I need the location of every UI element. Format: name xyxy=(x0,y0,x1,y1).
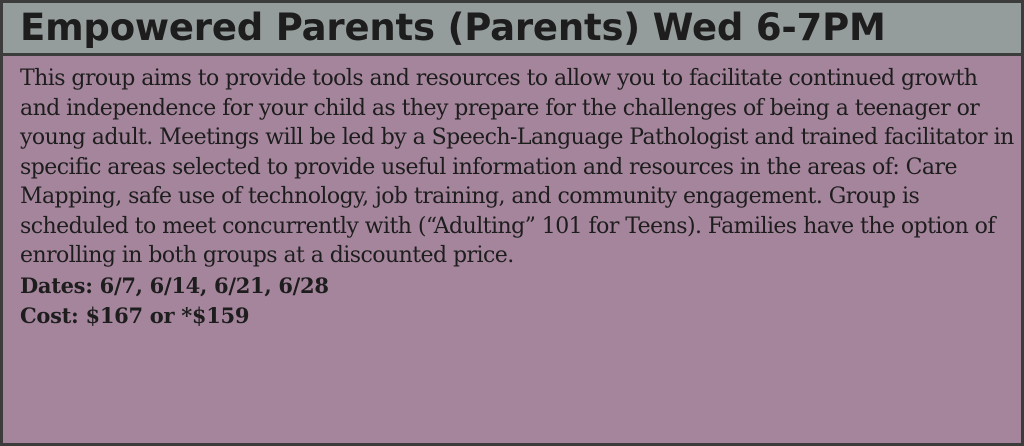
card-body xyxy=(20,64,1022,331)
meeting-dates: Dates: 6/7, 6/14, 6/21, 6/28 xyxy=(20,272,329,298)
group-title: Empowered Parents (Parents) Wed 6-7PM xyxy=(20,6,886,49)
card-header xyxy=(3,3,1021,56)
group-cost: Cost: $167 or *$159 xyxy=(20,302,250,328)
group-description: This group aims to provide tools and resources to allow you to facilitate continued growth and independence for your child as they prepare for the challenges of being a teenager or young adult. Meetings will be led by a Speech-Language Pathologist and trained facilitator in specific areas selected to provide useful information and resources in the areas of: Care Mapping, safe use of technology, job training, and community engagement. Group is scheduled to meet concurrently with (“Adulting” 101 for Teens). Families have the option of enrolling in both groups at a discounted price. xyxy=(20,66,1014,268)
